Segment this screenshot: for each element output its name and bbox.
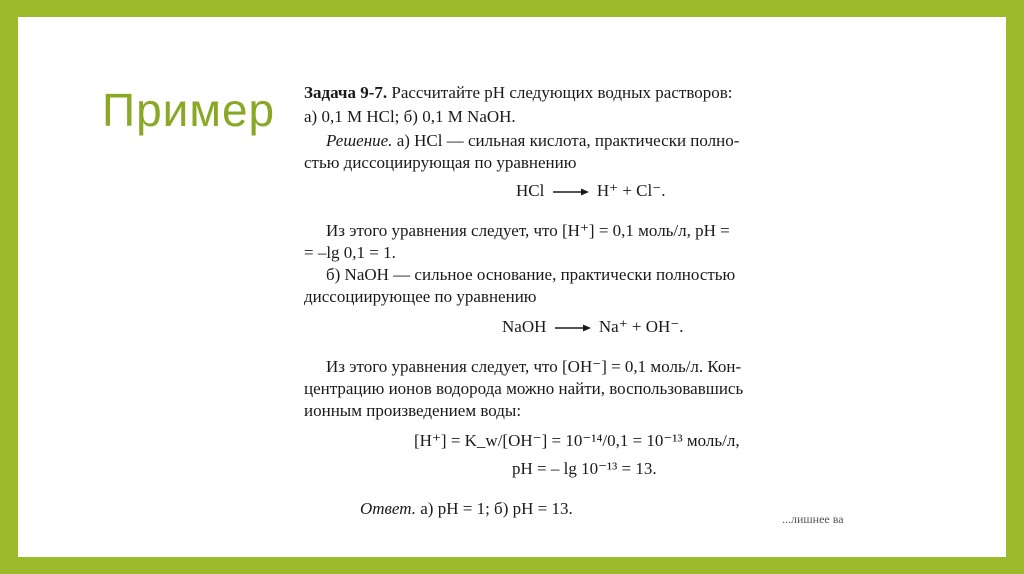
problem-line-8: диссоциирующее по уравнению xyxy=(304,287,537,306)
reaction-arrow-icon xyxy=(555,323,591,333)
equation-1 xyxy=(516,181,665,201)
problem-line-11: ионным произведением воды: xyxy=(304,401,522,420)
equation-3: [H⁺] = K_w/[OH⁻] = 10⁻¹⁴/0,1 = 10⁻¹³ моль/л, xyxy=(414,431,740,450)
cut-off-text: ...лишнее ва xyxy=(782,512,844,526)
equation-2 xyxy=(502,317,684,337)
reaction-arrow-icon xyxy=(553,187,589,197)
problem-heading: Задача 9-7. xyxy=(304,83,388,102)
problem-line1-text: Рассчитайте pH следующих водных растворов: xyxy=(391,83,733,102)
answer-text: а) pH = 1; б) pH = 13. xyxy=(420,499,573,518)
problem-line-4: стью диссоциирующая по уравнению xyxy=(304,153,577,172)
problem-line-5: Из этого уравнения следует, что [H⁺] = 0,1 моль/л, pH = xyxy=(326,221,730,240)
problem-line-3 xyxy=(326,131,739,151)
eq2-left: NaOH xyxy=(502,317,547,336)
scanned-problem-text xyxy=(304,61,882,526)
eq1-left: HCl xyxy=(516,181,545,200)
answer-line xyxy=(360,499,573,519)
slide-title: Пример xyxy=(102,84,276,136)
problem-line-7: б) NaOH — сильное основание, практически полностью xyxy=(326,265,736,284)
equation-4: pH = – lg 10⁻¹³ = 13. xyxy=(512,459,657,478)
problem-line-9: Из этого уравнения следует, что [OH⁻] = 0,1 моль/л. Кон- xyxy=(326,357,742,376)
eq2-right: Na⁺ + OH⁻. xyxy=(598,317,684,336)
problem-line3-text: а) HCl — сильная кислота, практически полно- xyxy=(396,131,740,150)
eq1-right: H⁺ + Cl⁻. xyxy=(596,181,666,200)
problem-line-1 xyxy=(304,83,732,103)
problem-line-6: = –lg 0,1 = 1. xyxy=(304,243,396,262)
answer-label: Ответ. xyxy=(360,499,416,518)
problem-line-10: центрацию ионов водорода можно найти, воспользовавшись xyxy=(304,379,744,398)
problem-line-2: а) 0,1 М HCl; б) 0,1 М NaOH. xyxy=(304,107,516,126)
slide-canvas xyxy=(18,17,1006,557)
solution-label: Решение. xyxy=(326,131,393,150)
